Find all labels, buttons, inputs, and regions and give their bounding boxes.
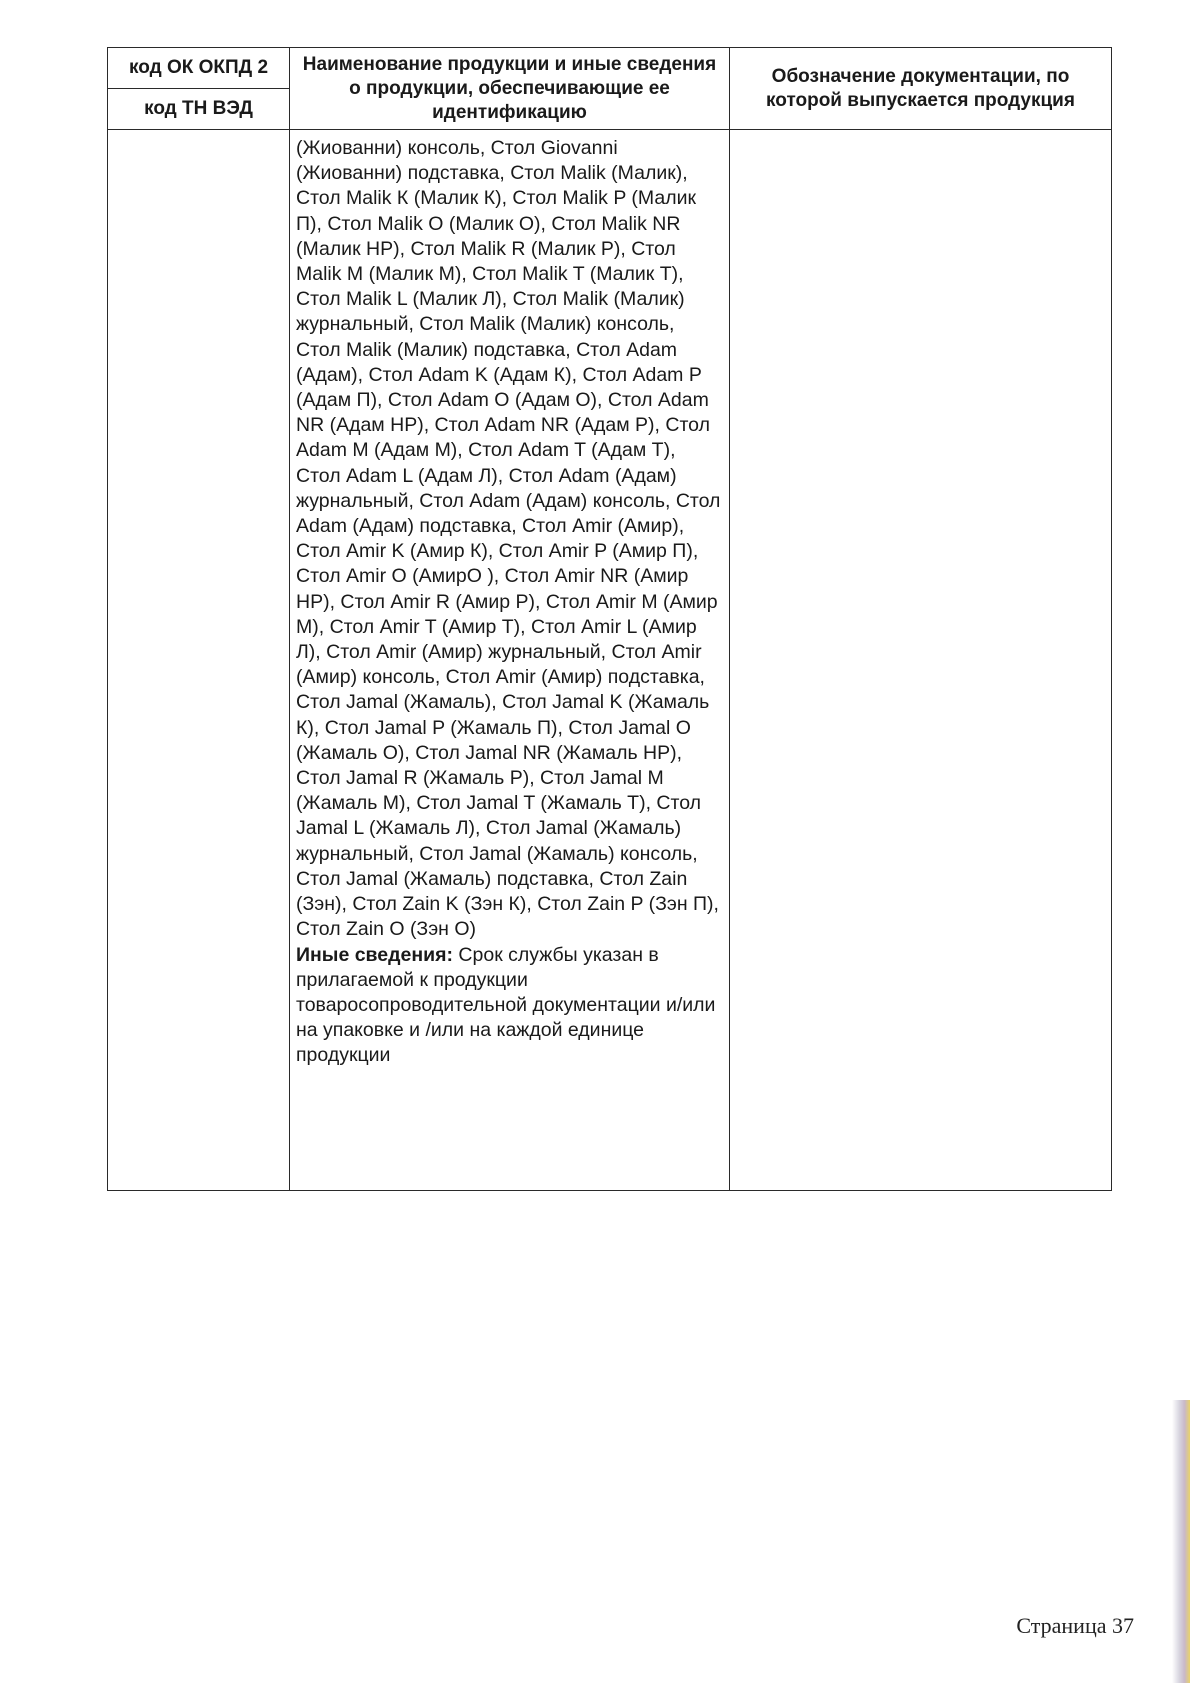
header-okpd-code: код ОК ОКПД 2 — [108, 48, 290, 89]
header-product-name: Наименование продукции и иные сведения о продукции, обеспечивающие ее идентификацию — [290, 48, 730, 130]
product-table — [107, 47, 1112, 1191]
header-documentation: Обозначение документации, по которой выпускается продукция — [730, 48, 1112, 130]
scan-edge-artifact — [1172, 1400, 1190, 1683]
header-tnved-code: код ТН ВЭД — [108, 89, 290, 130]
product-description-cell — [290, 130, 730, 1191]
header-row — [108, 48, 1112, 89]
page-number: Страница 37 — [1016, 1613, 1134, 1638]
table-row — [108, 130, 1112, 1191]
product-list-text: (Жиованни) консоль, Стол Giovanni (Жиованни) подставка, Стол Malik (Малик), Стол Malik К (Малик К), Стол Malik P (Малик П), Стол Malik O (Малик О), Стол Malik NR (Малик НР), Стол Malik R (Малик Р), Стол Malik M (Малик М), Стол Malik T (Малик Т), Стол Malik L (Малик Л), Стол Malik (Малик) журнальный, Стол Malik (Малик) консоль, Стол Malik (Малик) подставка, Стол Adam (Адам), Стол Adam K (Адам К), Стол Adam P (Адам П), Стол Adam O (Адам О), Стол Adam NR (Адам НР), Стол Adam NR (Адам Р), Стол Adam M (Адам М), Стол Adam T (Адам Т), Стол Adam L (Адам Л), Стол Adam (Адам) журнальный, Стол Adam (Адам) консоль, Стол Adam (Адам) подставка, Стол Amir (Амир), Стол Amir K (Амир К), Стол Amir P (Амир П), Стол Amir O (АмирО ), Стол Amir NR (Амир НР), Стол Amir R (Амир Р), Стол Amir M (Амир М), Стол Amir T (Амир Т), Стол Amir L (Амир Л), Стол Amir (Амир) журнальный, Стол Amir (Амир) консоль, Стол Amir (Амир) подставка, Стол Jamal (Жамаль), Стол Jamal K (Жамаль К), Стол Jamal P (Жамаль П), Стол Jamal O (Жамаль О), Стол Jamal NR (Жамаль НР), Стол Jamal R (Жамаль Р), Стол Jamal M (Жамаль М), Стол Jamal T (Жамаль Т), Стол Jamal L (Жамаль Л), Стол Jamal (Жамаль) журнальный, Стол Jamal (Жамаль) консоль, Стол Jamal (Жамаль) подставка, Стол Zain (Зэн), Стол Zain K (Зэн К), Стол Zain P (Зэн П), Стол Zain O (Зэн О) — [296, 137, 721, 941]
other-info-text: Срок службы указан в прилагаемой к продукции товаросопроводительной документации и/или на упаковке и /или на каждой единице продукции — [296, 943, 716, 1067]
other-info-label: Иные сведения: — [296, 943, 453, 966]
documentation-cell — [730, 130, 1112, 1191]
code-cell — [108, 130, 290, 1191]
